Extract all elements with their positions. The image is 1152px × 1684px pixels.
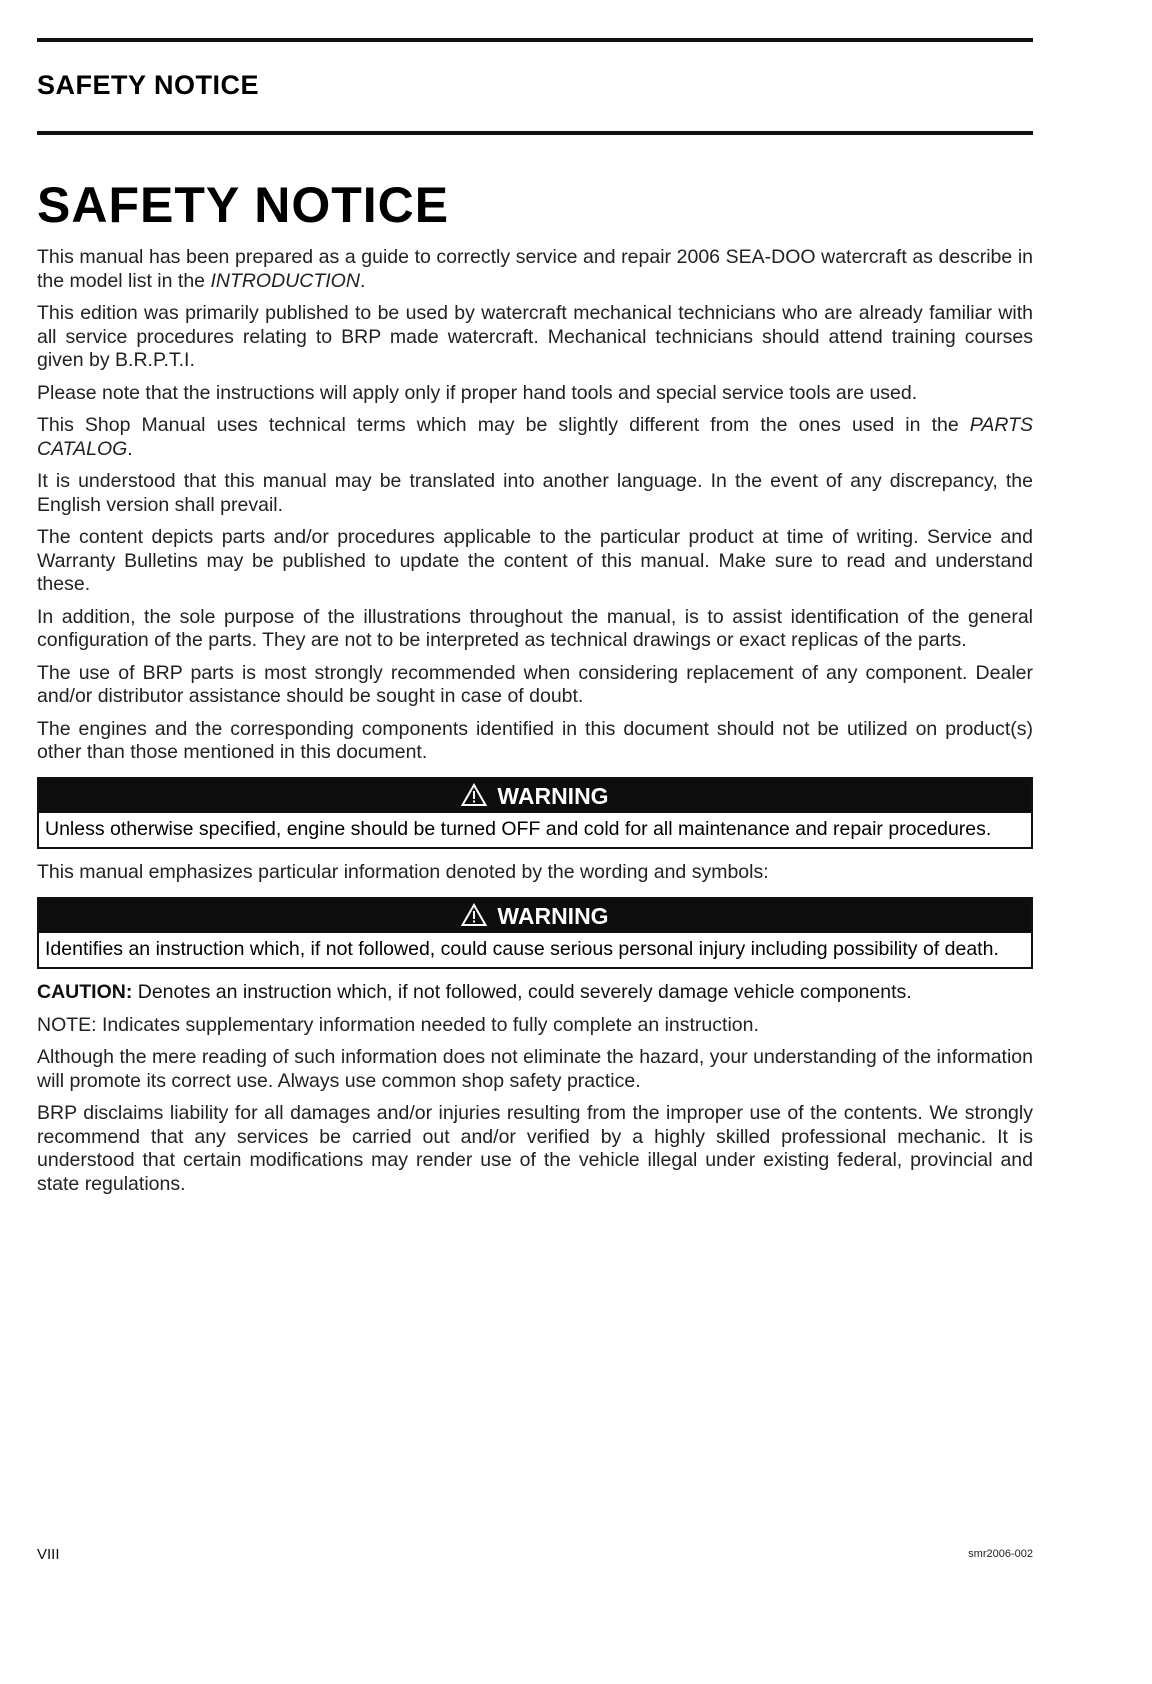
paragraph-tools: Please note that the instructions will apply only if proper hand tools and special service tools are used. (37, 381, 918, 404)
warning-label: WARNING (497, 902, 609, 929)
page-title: SAFETY NOTICE (37, 177, 450, 233)
paragraph-engines: The engines and the corresponding components identified in this document should not be utilized on product(s) other than those mentioned in this document. (37, 717, 1033, 763)
content-body (37, 246, 1033, 1205)
running-header: SAFETY NOTICE (37, 70, 260, 100)
warning-header (39, 779, 1031, 813)
caution-definition: CAUTION: Denotes an instruction which, if not followed, could severely damage vehicle components. (37, 981, 912, 1003)
document-code: smr2006-002 (968, 1548, 1033, 1560)
warning-box-definition (37, 897, 1033, 970)
paragraph-parts: The use of BRP parts is most strongly recommended when considering replacement of any component. Dealer and/or distributor assistance should be sought in case of doubt. (37, 661, 1033, 707)
note-label: NOTE: (37, 1013, 97, 1036)
parts-catalog-reference: PARTS CATALOG (37, 414, 1033, 460)
paragraph-translation: It is understood that this manual may be translated into another language. In the event of any discrepancy, the English version shall prevail. (37, 470, 1033, 516)
warning-text: Unless otherwise specified, engine should be turned OFF and cold for all maintenance and repair procedures. (45, 817, 992, 840)
warning-box-maintenance (37, 777, 1033, 850)
warning-triangle-icon (461, 902, 487, 936)
paragraph-terms: This Shop Manual uses technical terms which may be slightly different from the ones used in the PARTS CATALOG. (37, 414, 1033, 460)
paragraph-content: The content depicts parts and/or procedures applicable to the particular product at time of writing. Service and Warranty Bulletins may be published to update the content of this manual. Make sure to read and understand these. (37, 526, 1033, 595)
warning-text: Identifies an instruction which, if not followed, could cause serious personal injury including possibility of death. (45, 937, 999, 960)
header-rule (37, 131, 1033, 135)
paragraph-illustrations: In addition, the sole purpose of the illustrations throughout the manual, is to assist identification of the general configuration of the parts. They are not to be interpreted as technical drawings or exact replicas of the parts. (37, 605, 1033, 651)
page-number: VIII (37, 1546, 60, 1563)
paragraph-practice: Although the mere reading of such information does not eliminate the hazard, your understanding of the information will promote its correct use. Always use common shop safety practice. (37, 1046, 1033, 1092)
paragraph-disclaimer: BRP disclaims liability for all damages and/or injuries resulting from the improper use of the contents. We strongly recommend that any services be carried out and/or verified by a highly skilled professional mechanic. It is understood that certain modifications may render use of the vehicle illegal under existing federal, provincial and state regulations. (37, 1102, 1033, 1195)
paragraph-edition: This edition was primarily published to be used by watercraft mechanical technicians who are already familiar with all service procedures relating to BRP made watercraft. Mechanical technicians should attend training courses given by B.R.P.T.I. (37, 302, 1033, 371)
emphasis-intro: This manual emphasizes particular information denoted by the wording and symbols: (37, 861, 769, 883)
paragraph-intro: This manual has been prepared as a guide to correctly service and repair 2006 SEA-DOO watercraft as describe in the model list in the INTRODUCTION. (37, 246, 1033, 292)
caution-label: CAUTION: (37, 981, 133, 1003)
top-rule (37, 38, 1033, 42)
introduction-reference: INTRODUCTION (210, 269, 360, 292)
warning-label: WARNING (497, 782, 609, 809)
note-definition: NOTE: Indicates supplementary information needed to fully complete an instruction. (37, 1013, 759, 1036)
warning-header (39, 899, 1031, 933)
warning-triangle-icon (461, 782, 487, 816)
